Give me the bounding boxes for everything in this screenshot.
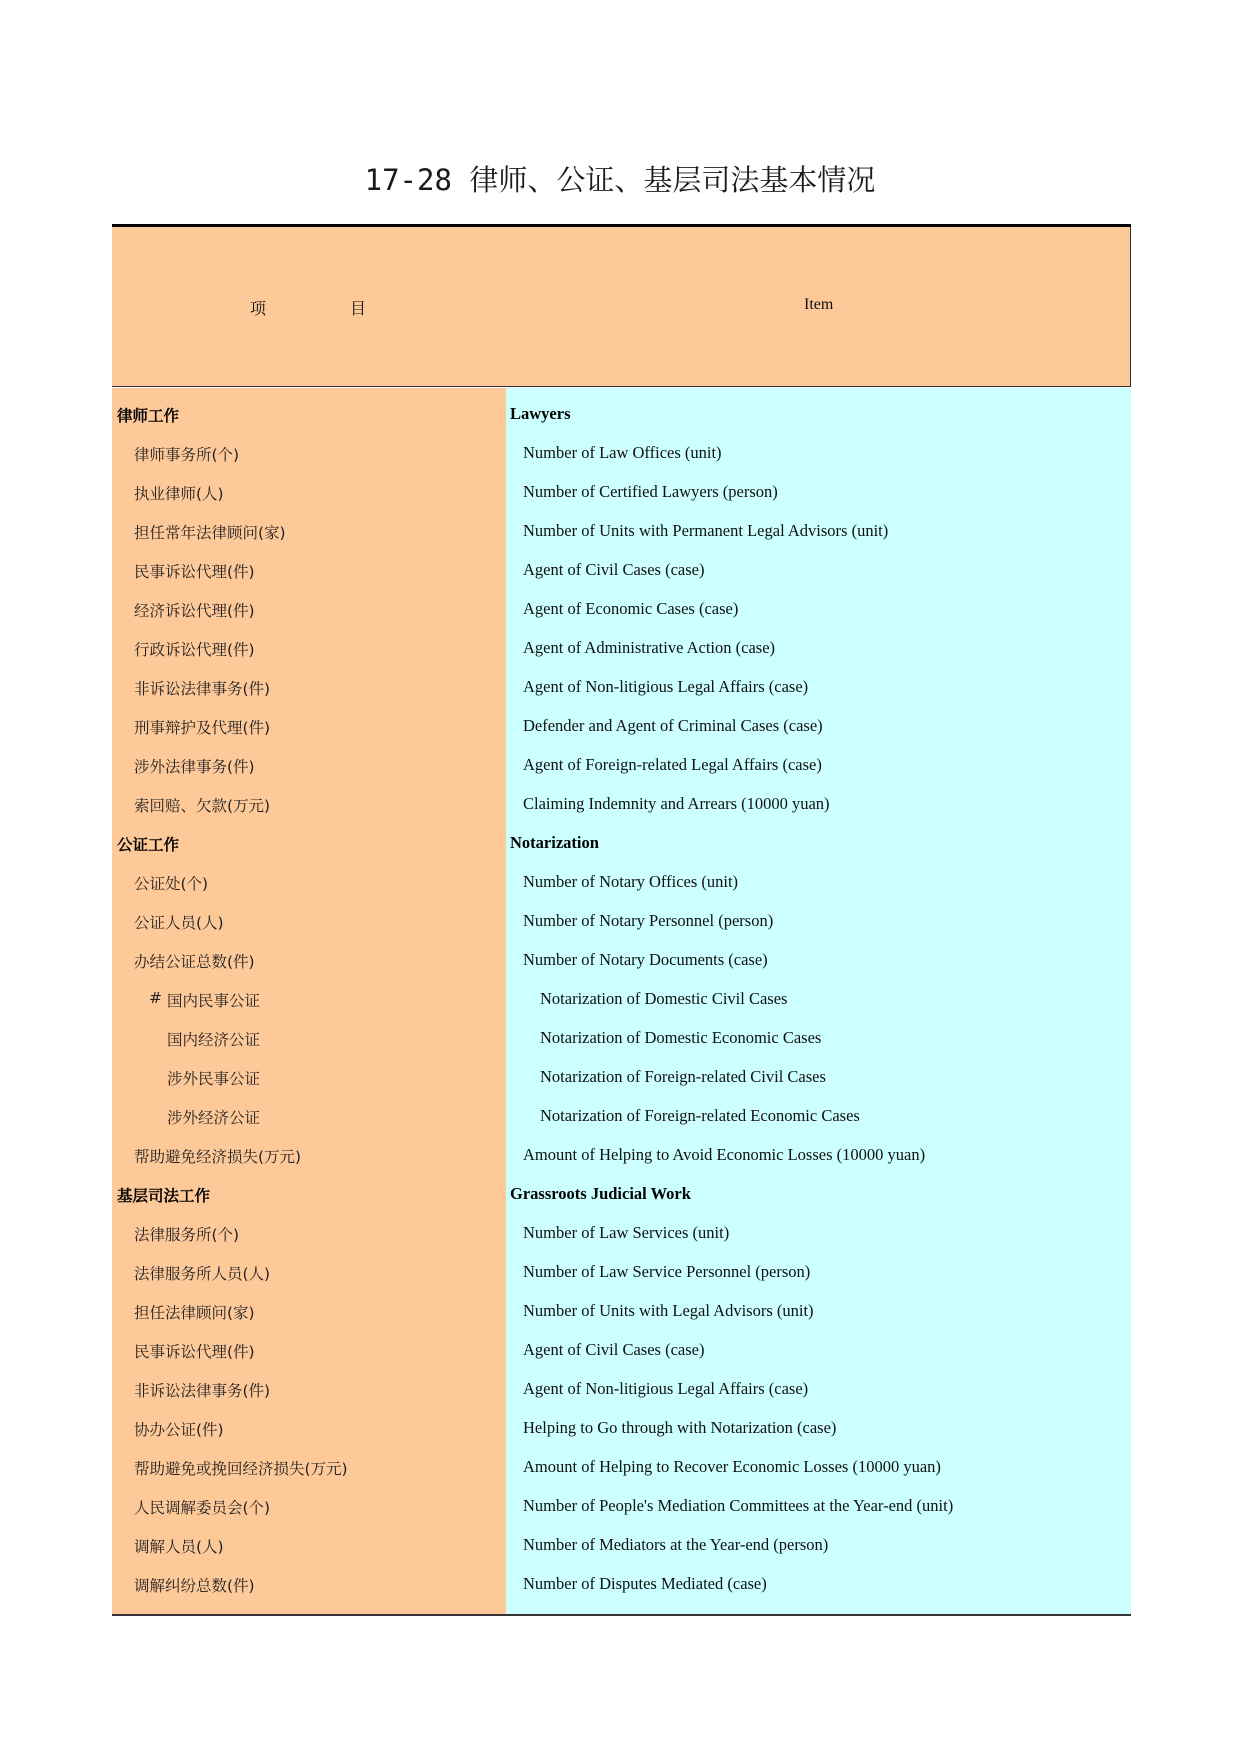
item-label-cn: 国内民事公证 — [167, 992, 261, 1010]
item-label-en: Agent of Non-litigious Legal Affairs (case) — [523, 1379, 809, 1398]
item-label-cn: 非诉讼法律事务(件) — [134, 680, 271, 698]
item-label-cn: 非诉讼法律事务(件) — [134, 1382, 271, 1400]
item-label-en: Number of Notary Offices (unit) — [523, 872, 739, 891]
section-label-cn: 基层司法工作 — [117, 1187, 211, 1205]
item-label-en: Number of Law Service Personnel (person) — [523, 1262, 811, 1281]
item-label-cn: 涉外经济公证 — [167, 1109, 261, 1127]
item-label-en: Helping to Go through with Notarization (case) — [523, 1418, 837, 1437]
item-label-en: Claiming Indemnity and Arrears (10000 yuan) — [523, 794, 830, 813]
item-label-cn: 法律服务所人员(人) — [134, 1265, 271, 1283]
item-label-en: Number of Units with Permanent Legal Advisors (unit) — [523, 521, 889, 540]
item-label-cn: 民事诉讼代理(件) — [134, 563, 255, 581]
table-row — [112, 747, 1131, 786]
table-row — [112, 1332, 1131, 1371]
item-label-en: Number of Law Services (unit) — [523, 1223, 730, 1242]
item-label-cn: 担任常年法律顾问(家) — [134, 524, 286, 542]
table-row — [112, 708, 1131, 747]
item-label-en: Defender and Agent of Criminal Cases (case) — [523, 716, 823, 735]
table-row — [112, 474, 1131, 513]
item-label-en: Notarization of Domestic Economic Cases — [540, 1028, 822, 1047]
section-label-cn: 公证工作 — [117, 836, 180, 854]
table-row — [112, 1098, 1131, 1137]
item-label-cn: 担任法律顾问(家) — [134, 1304, 255, 1322]
item-label-en: Number of People's Mediation Committees at the Year-end (unit) — [523, 1496, 954, 1515]
section-row — [112, 1176, 1131, 1215]
item-label-cn: 帮助避免或挽回经济损失(万元) — [134, 1460, 348, 1478]
item-label-cn: 涉外法律事务(件) — [134, 758, 255, 776]
item-label-en: Number of Disputes Mediated (case) — [523, 1574, 767, 1593]
item-label-cn: 行政诉讼代理(件) — [134, 641, 255, 659]
section-row — [112, 825, 1131, 864]
table-row — [112, 552, 1131, 591]
item-label-cn: 公证人员(人) — [134, 914, 224, 932]
item-label-cn: 办结公证总数(件) — [134, 953, 255, 971]
table-row — [112, 513, 1131, 552]
table-row — [112, 786, 1131, 825]
table-row — [112, 435, 1131, 474]
section-label-cn: 律师工作 — [117, 407, 180, 425]
item-label-en: Number of Certified Lawyers (person) — [523, 482, 778, 501]
section-label-en: Grassroots Judicial Work — [510, 1184, 691, 1203]
table-row — [112, 1254, 1131, 1293]
item-label-en: Agent of Civil Cases (case) — [523, 560, 705, 579]
table-row — [112, 1566, 1131, 1605]
item-label-en: Number of Law Offices (unit) — [523, 443, 722, 462]
page-title: 17-28 律师、公证、基层司法基本情况 — [364, 163, 876, 197]
item-label-en: Agent of Administrative Action (case) — [523, 638, 776, 657]
item-label-en: Agent of Non-litigious Legal Affairs (case) — [523, 677, 809, 696]
item-label-en: Agent of Economic Cases (case) — [523, 599, 739, 618]
item-label-en: Notarization of Domestic Civil Cases — [540, 989, 788, 1008]
section-label-en: Notarization — [510, 833, 599, 852]
item-label-en: Agent of Foreign-related Legal Affairs (case) — [523, 755, 822, 774]
table-row — [112, 1215, 1131, 1254]
item-label-cn: 刑事辩护及代理(件) — [134, 719, 271, 737]
table-body — [112, 396, 1131, 1605]
table-row — [112, 1488, 1131, 1527]
table-row — [112, 630, 1131, 669]
table-row — [112, 1527, 1131, 1566]
item-label-en: Number of Mediators at the Year-end (person) — [523, 1535, 829, 1554]
item-label-cn: 协办公证(件) — [134, 1421, 224, 1439]
table-row — [112, 1020, 1131, 1059]
section-label-en: Lawyers — [510, 404, 571, 423]
table-row — [112, 1410, 1131, 1449]
table-row — [112, 1137, 1131, 1176]
item-label-cn: 执业律师(人) — [134, 485, 224, 503]
item-label-en: Number of Units with Legal Advisors (unit) — [523, 1301, 814, 1320]
hash-mark: # — [149, 989, 162, 1007]
item-label-en: Notarization of Foreign-related Civil Cases — [540, 1067, 826, 1086]
table-row — [112, 591, 1131, 630]
table-row — [112, 864, 1131, 903]
header-cn-first-char: 项 — [250, 299, 267, 318]
item-label-cn: 法律服务所(个) — [134, 1226, 240, 1244]
section-row — [112, 396, 1131, 435]
table-row — [112, 942, 1131, 981]
table-bottom-rule — [112, 1614, 1131, 1616]
item-label-cn: 人民调解委员会(个) — [134, 1499, 271, 1517]
item-label-cn: 国内经济公证 — [167, 1031, 261, 1049]
item-label-cn: 涉外民事公证 — [167, 1070, 261, 1088]
item-label-en: Amount of Helping to Recover Economic Losses (10000 yuan) — [523, 1457, 941, 1476]
item-label-cn: 公证处(个) — [134, 875, 209, 893]
table-row — [112, 981, 1131, 1020]
table-row — [112, 903, 1131, 942]
item-label-en: Agent of Civil Cases (case) — [523, 1340, 705, 1359]
table-row — [112, 1449, 1131, 1488]
item-label-cn: 律师事务所(个) — [134, 446, 240, 464]
item-label-en: Notarization of Foreign-related Economic Cases — [540, 1106, 860, 1125]
item-label-cn: 索回赔、欠款(万元) — [134, 797, 271, 815]
item-label-cn: 民事诉讼代理(件) — [134, 1343, 255, 1361]
item-label-cn: 帮助避免经济损失(万元) — [134, 1148, 302, 1166]
table-row — [112, 1293, 1131, 1332]
header-item-cn — [250, 296, 366, 319]
header-item-en: Item — [804, 296, 834, 313]
item-label-en: Number of Notary Personnel (person) — [523, 911, 774, 930]
item-label-en: Number of Notary Documents (case) — [523, 950, 768, 969]
item-label-en: Amount of Helping to Avoid Economic Losses (10000 yuan) — [523, 1145, 926, 1164]
header-cn-second-char: 目 — [350, 299, 367, 318]
item-label-cn: 经济诉讼代理(件) — [134, 602, 255, 620]
table-row — [112, 1371, 1131, 1410]
item-label-cn: 调解人员(人) — [134, 1538, 224, 1556]
table-row — [112, 1059, 1131, 1098]
item-label-cn: 调解纠纷总数(件) — [134, 1577, 255, 1595]
table-row — [112, 669, 1131, 708]
